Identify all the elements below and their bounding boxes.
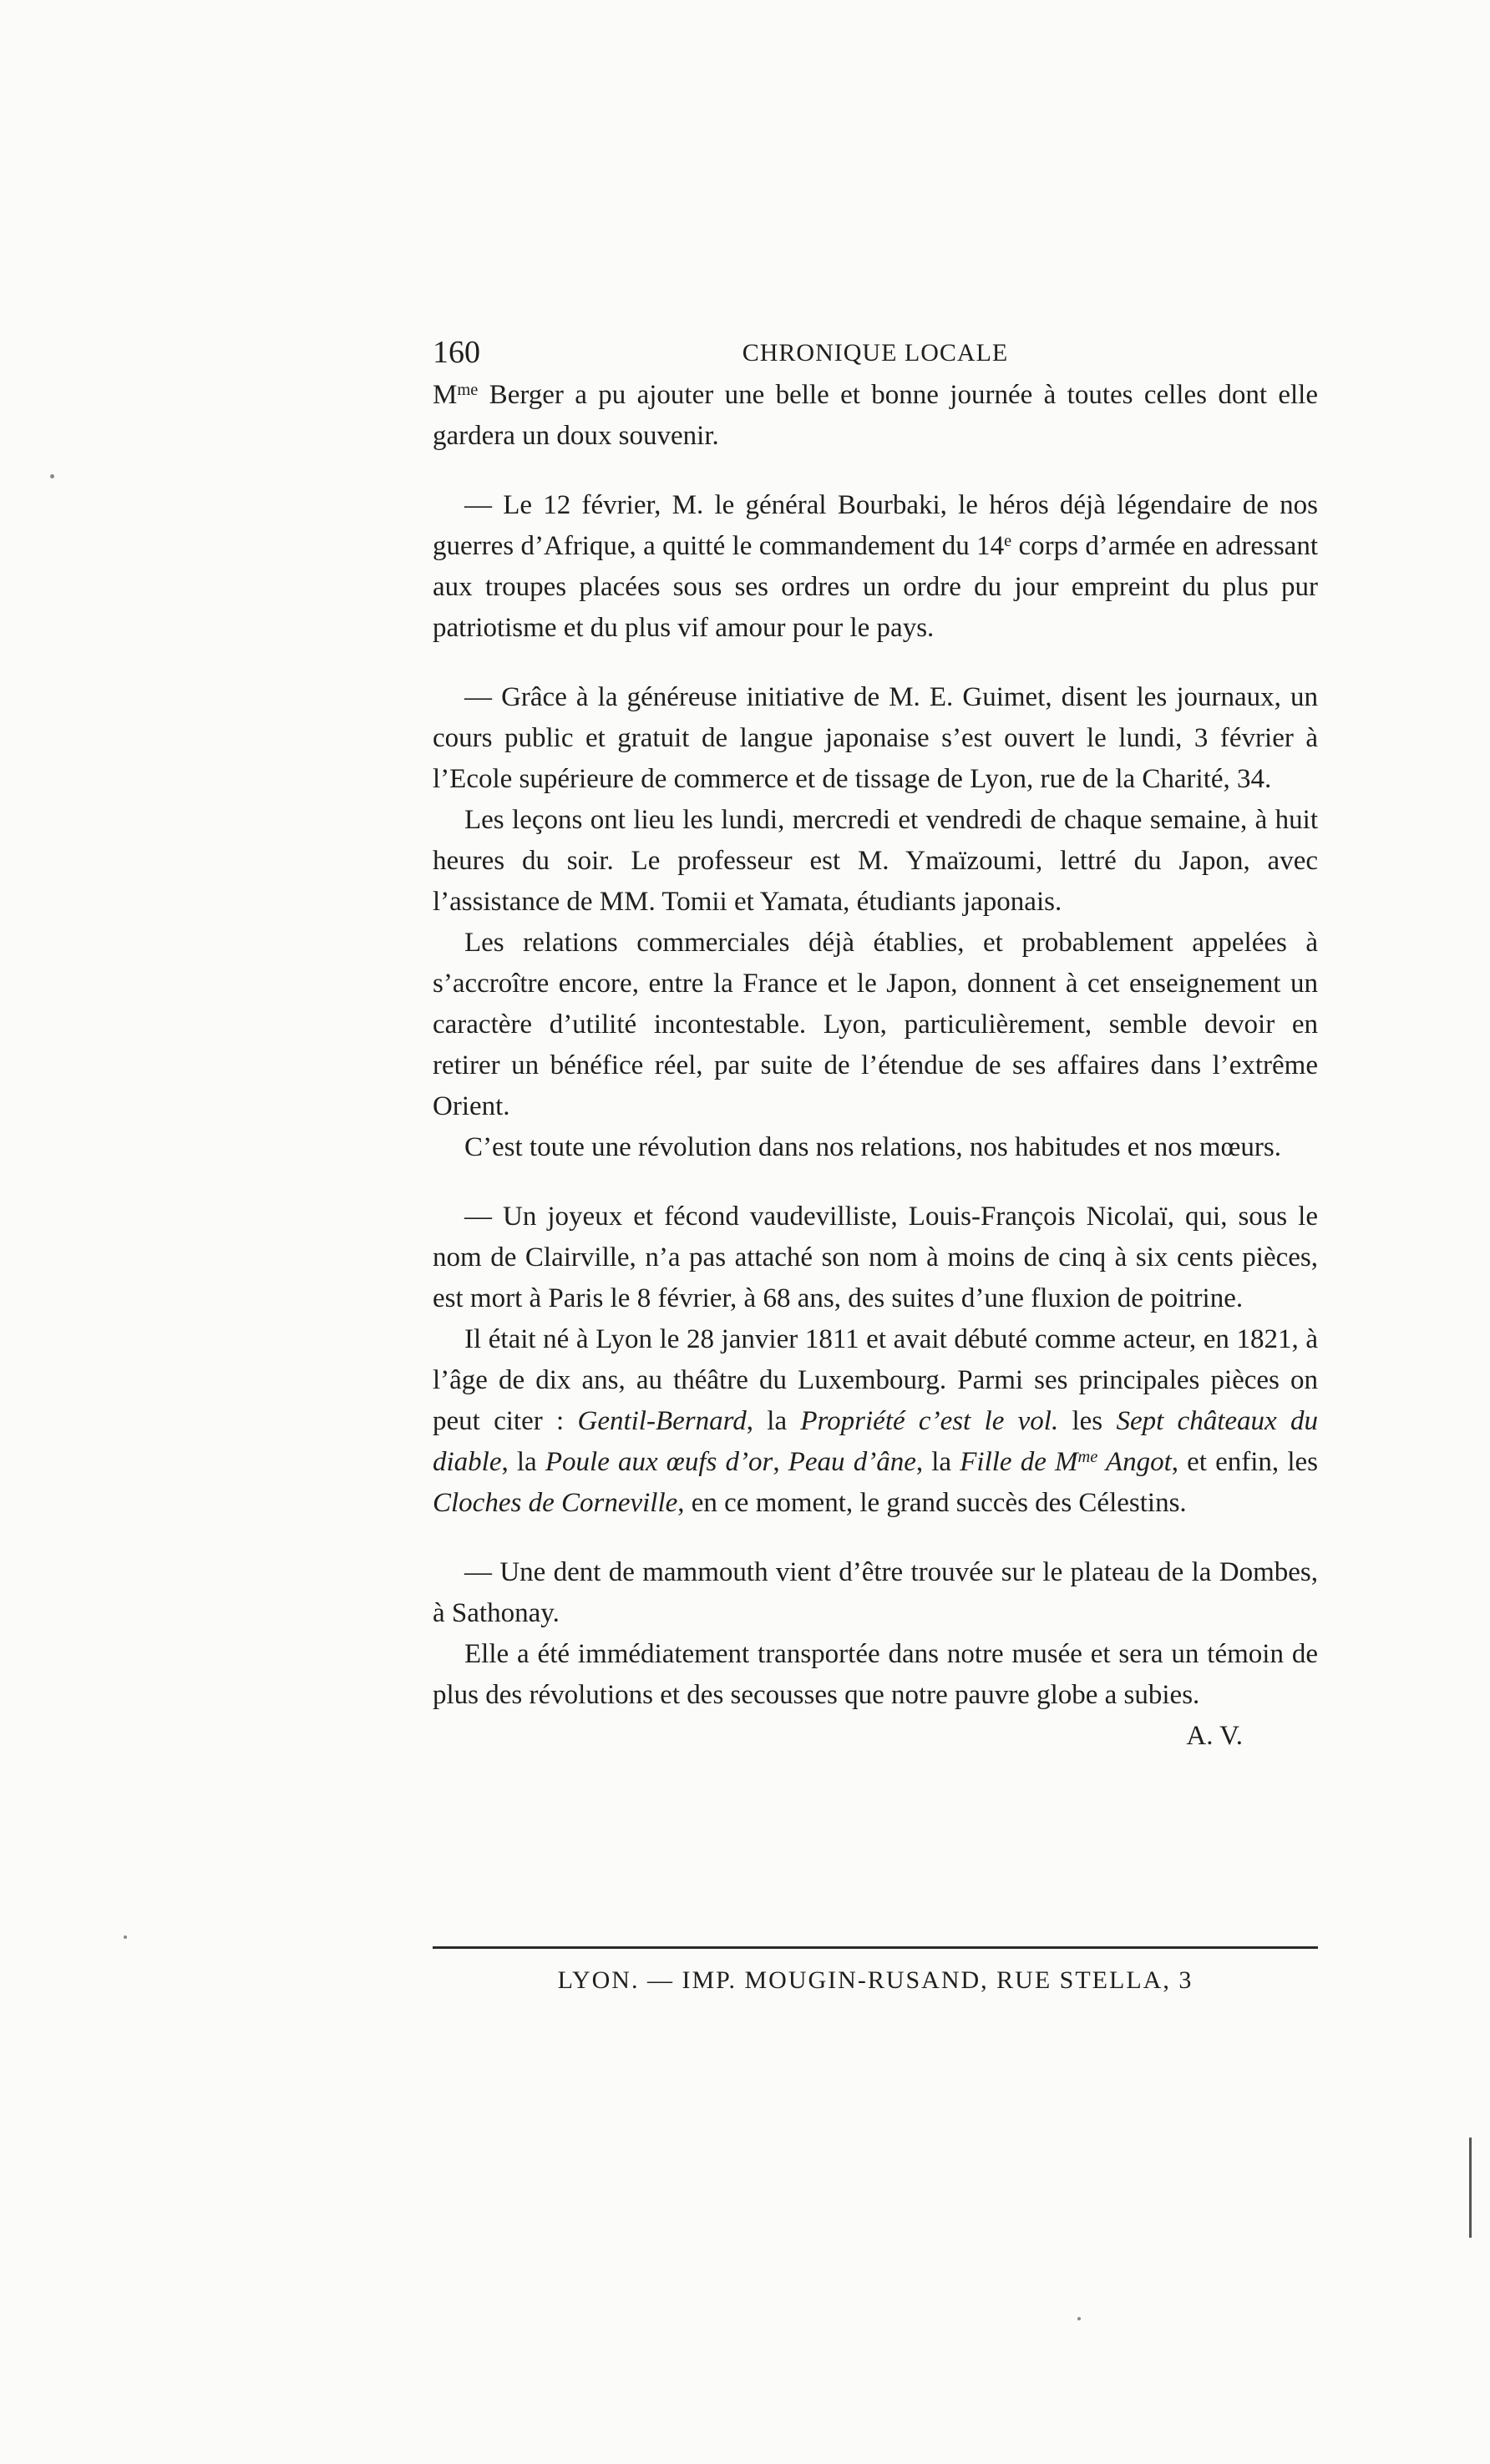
paragraph: — Un joyeux et fécond vaudevilliste, Louis-François Nicolaï, qui, sous le nom de Clairville, n’a pas attaché son nom à moins de cinq à six cents pièces, est mort à Paris le 8 février, à 68 ans, des suites d’une fluxion de poitrine. (433, 1202, 1318, 1313)
paper-speck (50, 474, 54, 478)
news-item (433, 1552, 1318, 1751)
news-item (433, 1197, 1318, 1524)
paragraph: — Une dent de mammouth vient d’être trouvée sur le plateau de la Dombes, à Sathonay. (433, 1557, 1318, 1628)
running-title: CHRONIQUE LOCALE (742, 339, 1009, 367)
author-signature: A. V. (1186, 1721, 1243, 1751)
page-number: 160 (433, 335, 480, 370)
paragraph: Elle a été immédiatement transportée dans notre musée et sera un témoin de plus des révolutions et des secousses que notre pauvre globe a subies. A. V. (433, 1634, 1318, 1716)
footer-rule (433, 1946, 1318, 1949)
paragraph: — Le 12 février, M. le général Bourbaki, le héros déjà légendaire de nos guerres d’Afrique, a quitté le commandement du 14e corps d’armée en adressant aux troupes placées sous ses ordres un ordre du jour empreint du plus pur patriotisme et du plus vif amour pour le pays. (433, 490, 1318, 643)
news-item (433, 375, 1318, 457)
paper-speck (124, 1935, 127, 1939)
page-edge-mark (1469, 2138, 1472, 2238)
article-content (433, 375, 1318, 1751)
paper-speck (1077, 2317, 1081, 2320)
paragraph: Les relations commerciales déjà établies, et probablement appelées à s’accroître encore, entre la France et le Japon, donnent à cet enseignement un caractère d’utilité incontestable. Lyon, particulièrement, semble devoir en retirer un bénéfice réel, par suite de l’étendue de ses affaires dans l’extrême Orient. (433, 928, 1318, 1121)
page-body (433, 332, 1318, 1757)
news-item (433, 485, 1318, 649)
news-item (433, 677, 1318, 1168)
paragraph: Les leçons ont lieu les lundi, mercredi et vendredi de chaque semaine, à huit heures du soir. Le professeur est M. Ymaïzoumi, lettré du Japon, avec l’assistance de MM. Tomii et Yamata, étudiants japonais. (433, 805, 1318, 917)
paragraph: C’est toute une révolution dans nos relations, nos habitudes et nos mœurs. (464, 1132, 1281, 1162)
paragraph: Il était né à Lyon le 28 janvier 1811 et avait débuté comme acteur, en 1821, à l’âge de dix ans, au théâtre du Luxembourg. Parmi ses principales pièces on peut citer : Gentil-Bernard, la Propriété c’est le vol. les Sept châteaux du diable, la Poule aux œufs d’or, Peau d’âne, la Fille de $M^{me}$ Angot, et enfin, les Cloches de Corneville, en ce moment, le grand succès des Célestins. (433, 1324, 1318, 1518)
printer-imprint: LYON. — IMP. MOUGIN-RUSAND, RUE STELLA, 3 (557, 1966, 1194, 1994)
page-header (433, 332, 1318, 373)
paragraph: — Grâce à la généreuse initiative de M. E. Guimet, disent les journaux, un cours public et gratuit de langue japonaise s’est ouvert le lundi, 3 février à l’Ecole supérieure de commerce et de tissage de Lyon, rue de la Charité, 34. (433, 682, 1318, 794)
paragraph: $M^{me}$ Berger a pu ajouter une belle et bonne journée à toutes celles dont elle gardera un doux souvenir. (433, 380, 1318, 451)
